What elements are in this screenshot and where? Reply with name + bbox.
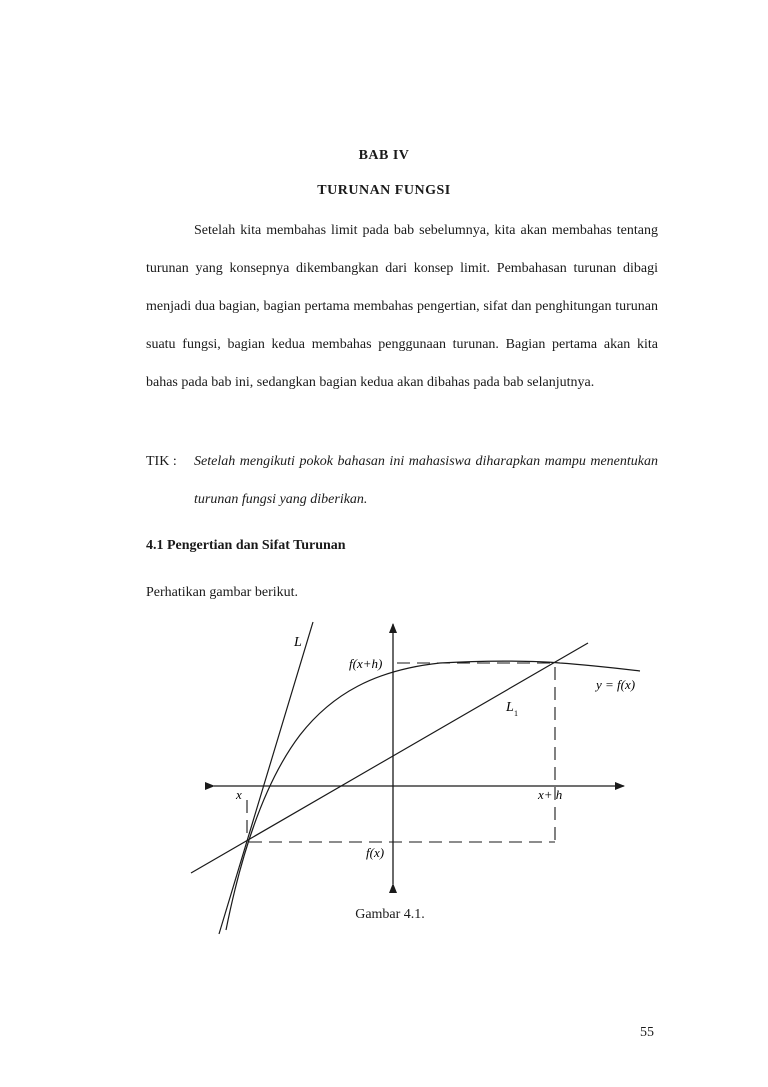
dashed-guides bbox=[247, 663, 555, 842]
label-L: L bbox=[294, 635, 302, 650]
tangent-line-L bbox=[219, 622, 313, 934]
chapter-title: TURUNAN FUNGSI bbox=[317, 183, 451, 198]
tik-label: TIK : bbox=[146, 454, 177, 469]
label-fx: f(x) bbox=[366, 845, 385, 860]
page-number: 55 bbox=[640, 1025, 654, 1040]
label-x: x bbox=[236, 787, 242, 802]
label-L1-subscript: 1 bbox=[514, 709, 518, 718]
figure-caption: Gambar 4.1. bbox=[355, 907, 425, 922]
label-fxh: f(x+h) bbox=[349, 656, 383, 671]
chapter-label: BAB IV bbox=[358, 148, 410, 163]
label-L1: L bbox=[506, 700, 514, 715]
section-intro: Perhatikan gambar berikut. bbox=[146, 585, 299, 600]
label-y-fx: y = f(x) bbox=[596, 677, 636, 692]
tik-text: Setelah mengikuti pokok bahasan ini mahasiswa diharapkan mampu menentukan turunan fungsi yang diberikan. bbox=[194, 454, 658, 507]
secant-line-L1 bbox=[191, 643, 588, 873]
section-heading: 4.1 Pengertian dan Sifat Turunan bbox=[146, 538, 346, 553]
intro-paragraph: Setelah kita membahas limit pada bab sebelumnya, kita akan membahas tentang turunan yang konsepnya dikembangkan dari konsep limit. Pembahasan turunan dibagi menjadi dua bagian, bagian pertama membahas pengertian, sifat dan penghitungan turunan suatu fungsi, bagian kedua membahas penggunaan turunan. Bagian pertama akan kita bahas pada bab ini, sedangkan bagian kedua akan dibahas pada bab selanjutnya. bbox=[146, 223, 658, 390]
label-x-plus-h: x+ h bbox=[538, 787, 563, 802]
curve-fx bbox=[226, 661, 640, 930]
